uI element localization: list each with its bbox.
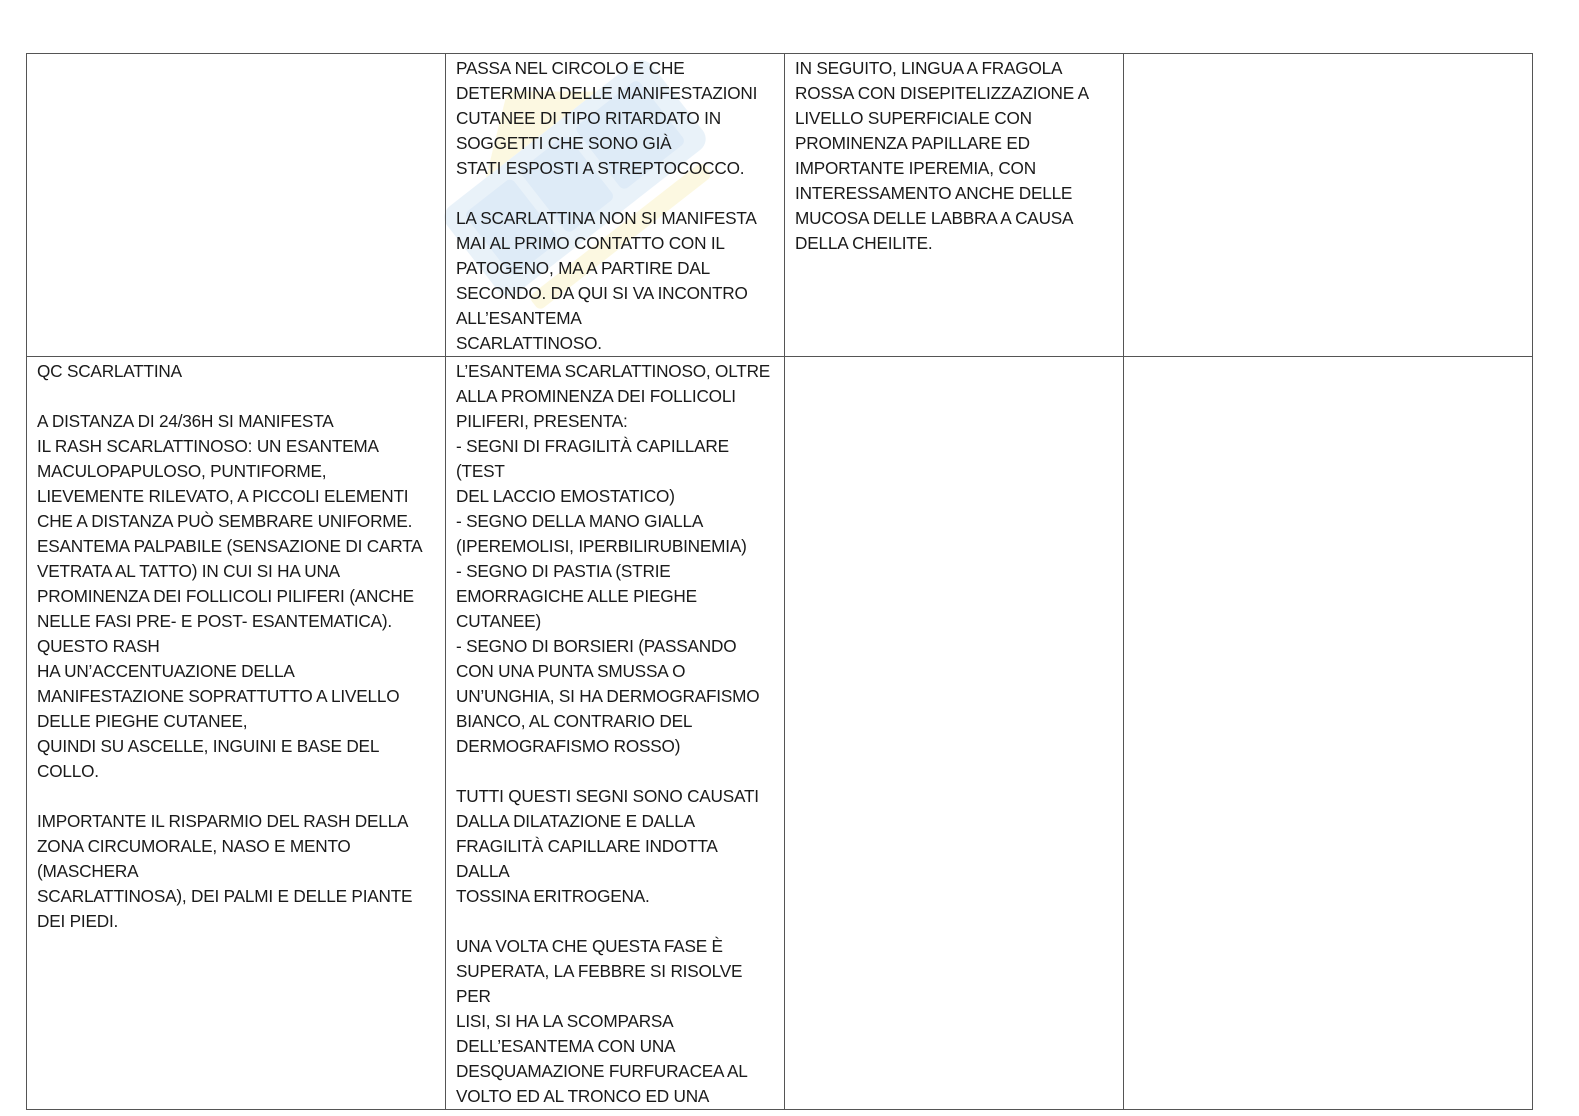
table-cell — [1124, 357, 1533, 1110]
table-row — [27, 357, 1533, 1110]
table-cell: L’ESANTEMA SCARLATTINOSO, OLTRE ALLA PROMINENZA DEI FOLLICOLI PILIFERI, PRESENTA: - SEGNI DI FRAGILITÀ CAPILLARE (TEST DEL LACCIO EMOSTATICO) - SEGNO DELLA MANO GIALLA (IPEREMOLISI, IPERBILIRUBINEMIA) - SEGNO DI PASTIA (STRIE EMORRAGICHE ALLE PIEGHE CUTANEE) - SEGNO DI BORSIERI (PASSANDO CON UNA PUNTA SMUSSA O UN’UNGHIA, SI HA DERMOGRAFISMO BIANCO, AL CONTRARIO DEL DERMOGRAFISMO ROSSO) TUTTI QUESTI SEGNI SONO CAUSATI DALLA DILATAZIONE E DALLA FRAGILITÀ CAPILLARE INDOTTA DALLA TOSSINA ERITROGENA. UNA VOLTA CHE QUESTA FASE È SUPERATA, LA FEBBRE SI RISOLVE PER LISI, SI HA LA SCOMPARSA DELL’ESANTEMA CON UNA DESQUAMAZIONE FURFURACEA AL VOLTO ED AL TRONCO ED UNA — [446, 357, 785, 1110]
table-row — [27, 54, 1533, 357]
table-cell: QC SCARLATTINA A DISTANZA DI 24/36H SI MANIFESTA IL RASH SCARLATTINOSO: UN ESANTEMA MACULOPAPULOSO, PUNTIFORME, LIEVEMENTE RILEVATO, A PICCOLI ELEMENTI CHE A DISTANZA PUÒ SEMBRARE UNIFORME. ESANTEMA PALPABILE (SENSAZIONE DI CARTA VETRATA AL TATTO) IN CUI SI HA UNA PROMINENZA DEI FOLLICOLI PILIFERI (ANCHE NELLE FASI PRE- E POST- ESANTEMATICA). QUESTO RASH HA UN’ACCENTUAZIONE DELLA MANIFESTAZIONE SOPRATTUTTO A LIVELLO DELLE PIEGHE CUTANEE, QUINDI SU ASCELLE, INGUINI E BASE DEL COLLO. IMPORTANTE IL RISPARMIO DEL RASH DELLA ZONA CIRCUMORALE, NASO E MENTO (MASCHERA SCARLATTINOSA), DEI PALMI E DELLE PIANTE DEI PIEDI. — [27, 357, 446, 1110]
table-cell — [785, 357, 1124, 1110]
table-cell — [1124, 54, 1533, 357]
table-cell — [27, 54, 446, 357]
table-cell: PASSA NEL CIRCOLO E CHE DETERMINA DELLE MANIFESTAZIONI CUTANEE DI TIPO RITARDATO IN SOGGETTI CHE SONO GIÀ STATI ESPOSTI A STREPTOCOCCO. LA SCARLATTINA NON SI MANIFESTA MAI AL PRIMO CONTATTO CON IL PATOGENO, MA A PARTIRE DAL SECONDO. DA QUI SI VA INCONTRO ALL’ESANTEMA SCARLATTINOSO. — [446, 54, 785, 357]
notes-table — [26, 53, 1533, 1110]
table-cell: IN SEGUITO, LINGUA A FRAGOLA ROSSA CON DISEPITELIZZAZIONE A LIVELLO SUPERFICIALE CON PROMINENZA PAPILLARE ED IMPORTANTE IPEREMIA, CON INTERESSAMENTO ANCHE DELLE MUCOSA DELLE LABBRA A CAUSA DELLA CHEILITE. — [785, 54, 1124, 357]
